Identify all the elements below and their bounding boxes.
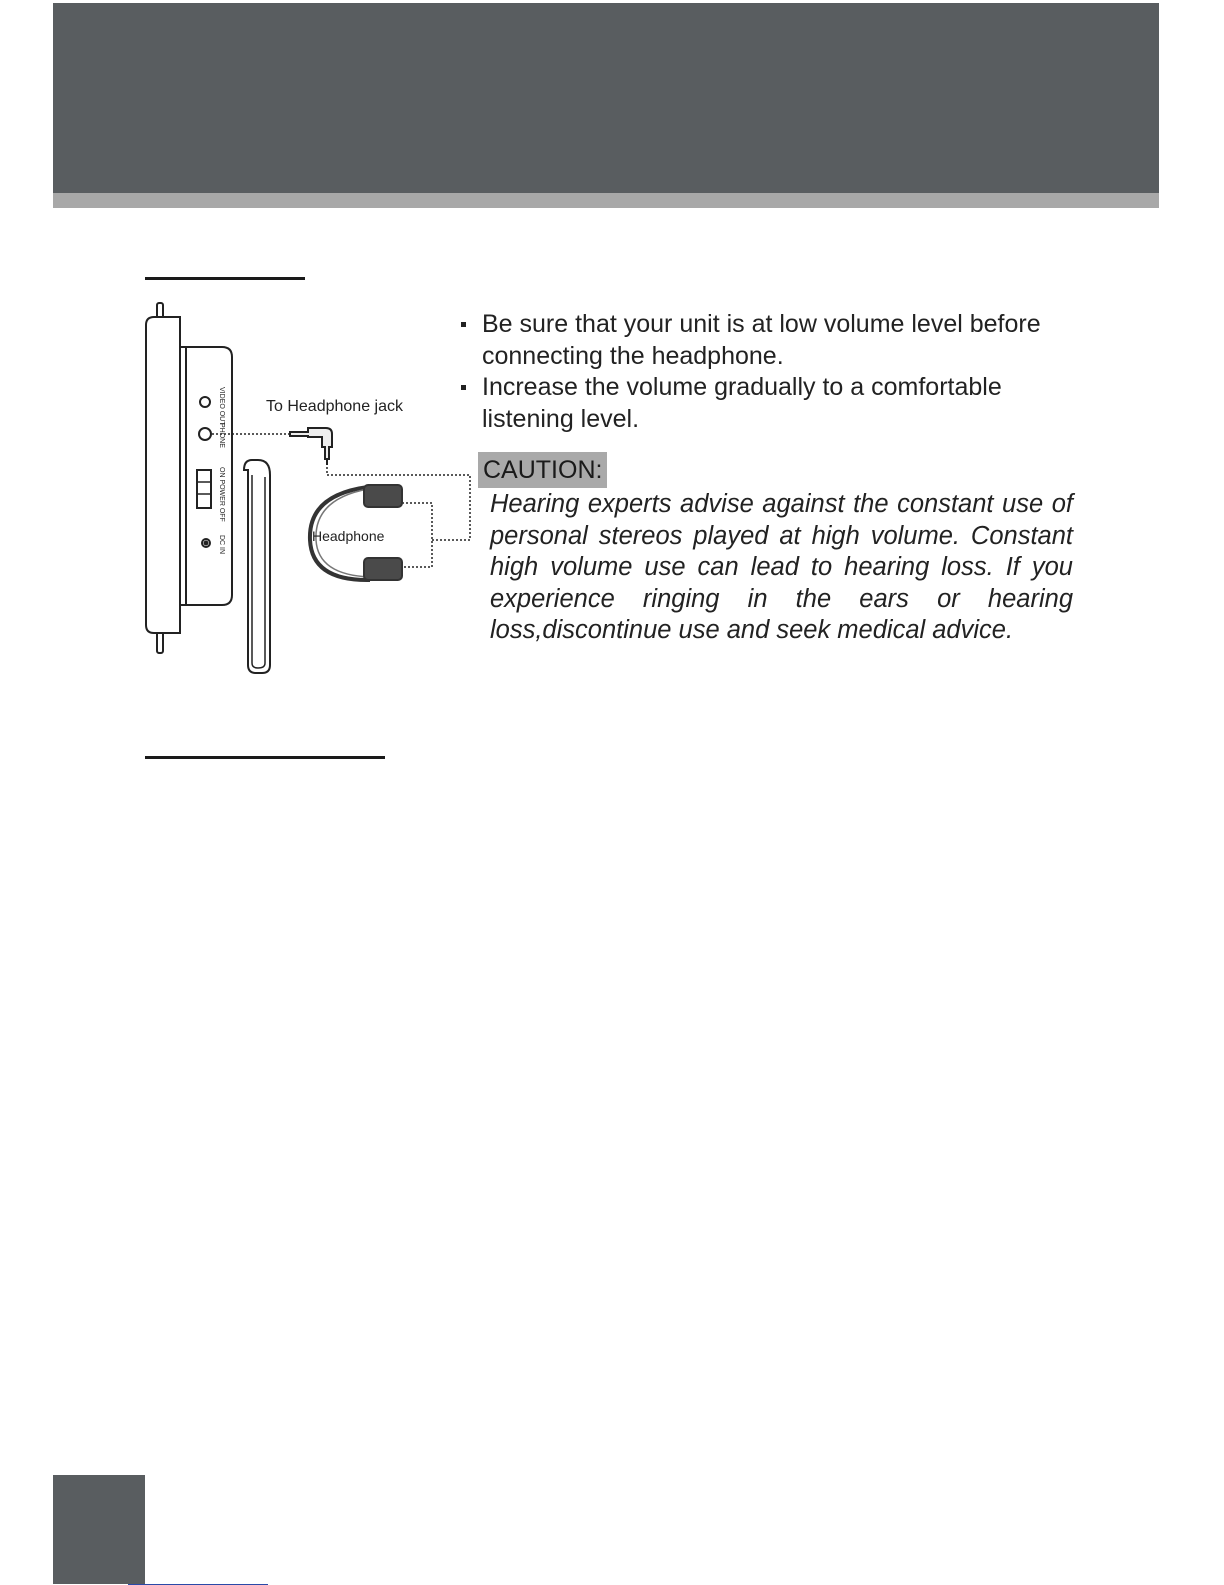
section-heading-rule [145,277,305,280]
header-band [53,3,1159,193]
instruction-item [455,372,1095,435]
bullet-icon [461,385,466,390]
caution-text: Hearing experts advise against the constant use of personal stereos played at high volume. Constant high volume use can lead to hearing loss. If you experience ringing in the ears or hearing loss,discontinue use and seek medical advice. [490,490,1073,644]
headphone-ear-top [364,485,402,507]
caution-label: CAUTION: [478,452,607,488]
instruction-item [455,309,1095,372]
jack-label: To Headphone jack [266,398,403,415]
headphone-plug [290,428,332,459]
phone-label: PHONE [218,423,225,448]
headphone-label: Headphone [312,528,385,544]
instruction-text: Increase the volume gradually to a comfortable listening level. [482,373,1002,433]
video-out-label: VIDEO OUT [218,387,225,426]
headphone-connection-diagram [140,295,485,685]
instruction-text: Be sure that your unit is at low volume level before connecting the headphone. [482,310,1041,370]
headphone-ear-bottom [364,558,402,580]
instruction-list [455,309,1095,435]
device-stand [244,460,270,673]
dc-in-label: DC IN [218,535,225,555]
device-frame [146,317,180,633]
header-strip [53,193,1159,208]
power-label: ON POWER OFF [218,467,225,522]
page-number-tab [53,1475,145,1584]
section-heading-rule-2 [145,756,385,759]
bullet-icon [461,322,466,327]
